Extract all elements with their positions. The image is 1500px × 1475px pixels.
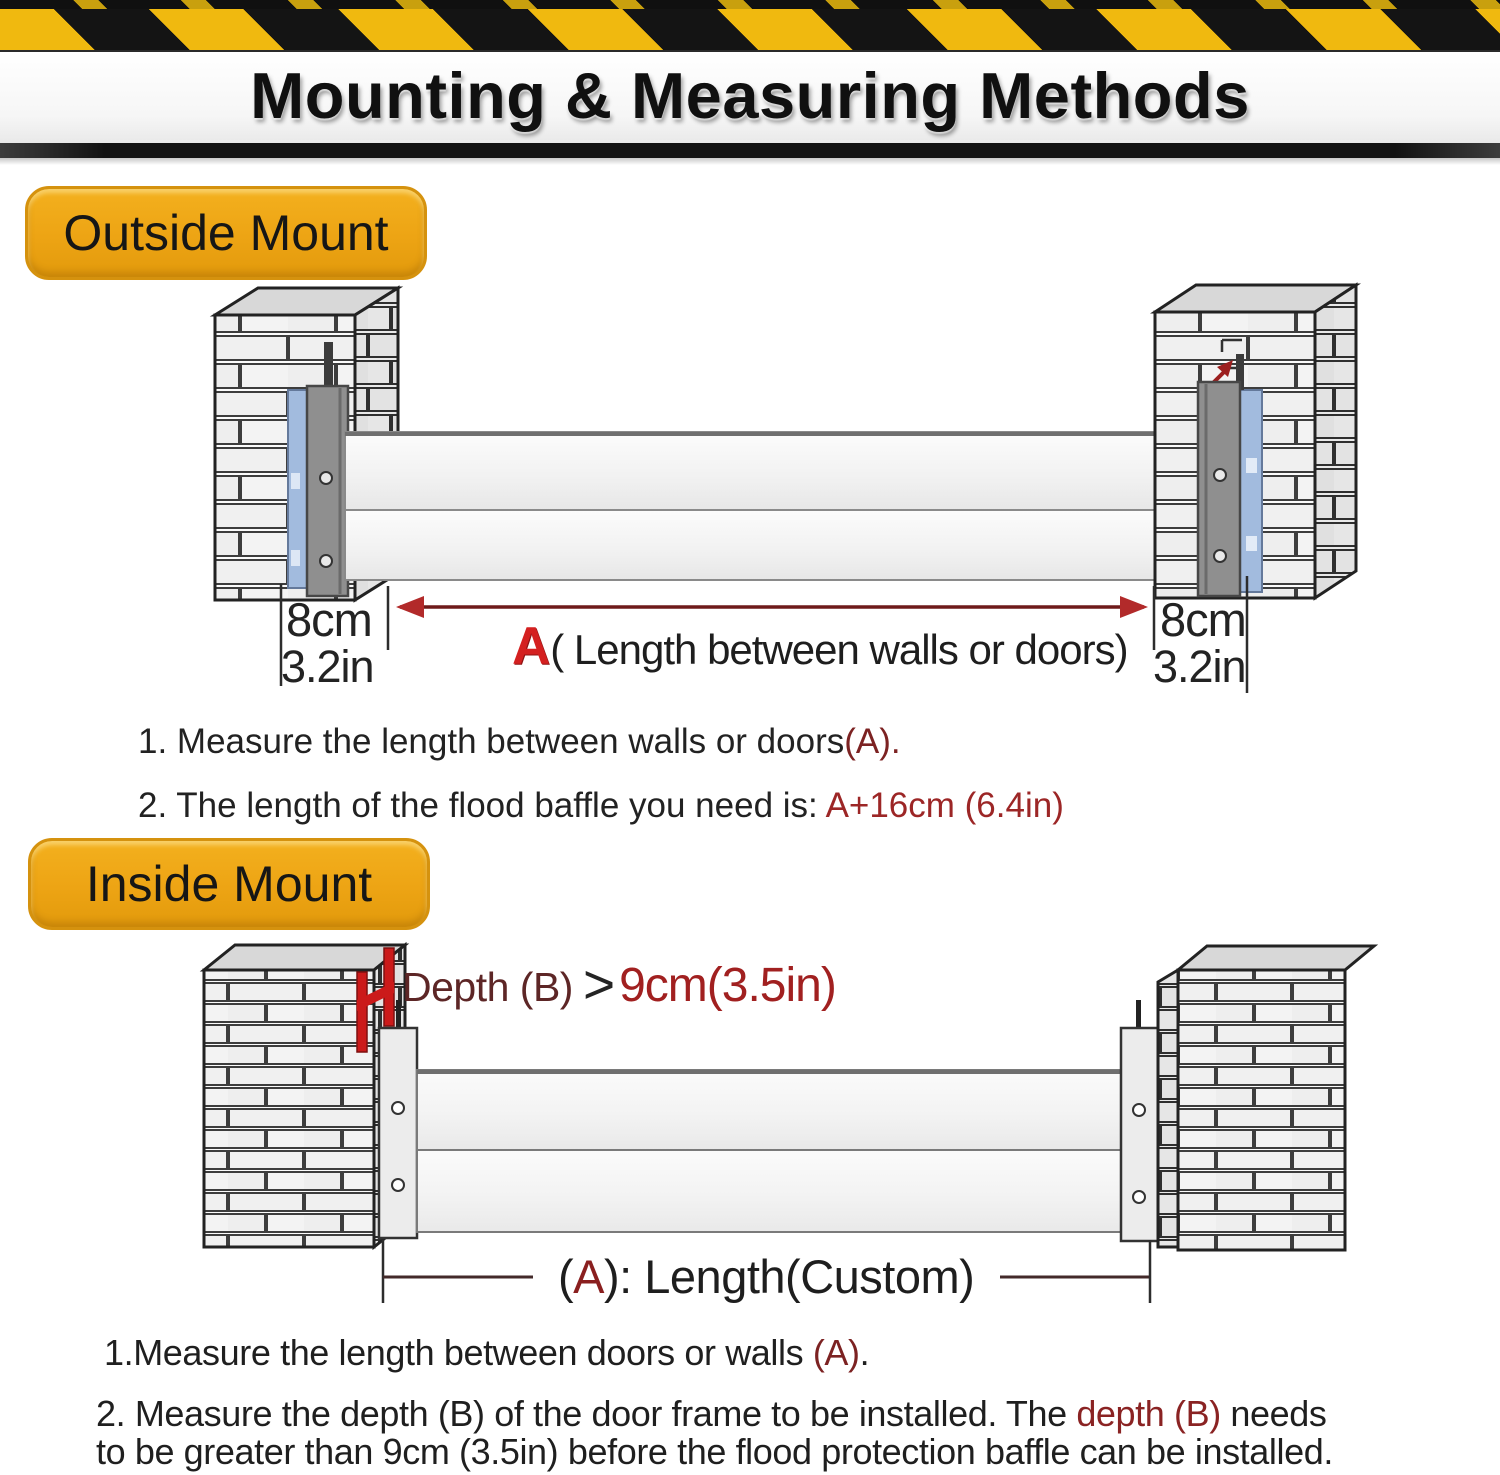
length-a-letter: A [512,617,551,676]
right-mounting-bracket [1198,382,1240,596]
inside-mount-badge-label: Inside Mount [85,856,373,912]
inside-step-2: 2. Measure the depth (B) of the door frame to be installed. The depth (B) needs [96,1392,1327,1434]
dim-right-in: 3.2in [1153,641,1246,692]
hazard-tape-top-edge [0,0,1500,9]
flood-barrier-panels-inside [417,1070,1121,1232]
outside-instructions [138,716,1338,832]
length-a-caption [512,616,1128,677]
greater-than-sign: > [582,953,616,1015]
inside-step-1-highlight: (A) [812,1332,860,1373]
inside-instructions [96,1334,1500,1472]
length-a-caption-text: ( Length between walls or doors) [550,626,1128,673]
outside-step-2: 2. The length of the flood baffle you need is: A+16cm (6.4in) [138,785,1064,825]
banner-bottom-bar [0,143,1500,158]
outside-step-1-highlight: (A). [844,722,901,761]
arrow-head-left-icon [396,596,424,618]
left-mounting-plate-inside [379,1028,417,1238]
depth-b-caption [402,950,836,1014]
right-seal-strip [1240,390,1262,592]
left-pin-inside [396,1000,401,1028]
left-seal-strip [288,390,307,588]
dim-right-cm: 8cm [1160,593,1246,646]
banner-shadow [0,158,1500,165]
length-custom-caption: (A): Length(Custom) [558,1250,975,1303]
depth-b-label: Depth (B) [402,964,573,1010]
right-brick-pillar-inside [1158,946,1374,1250]
inside-step-2-continued: to be greater than 9cm (3.5in) before the flood protection baffle can be installed. [96,1431,1333,1473]
arrow-head-right-icon [1120,596,1148,618]
page-title: Mounting & Measuring Methods [250,59,1250,132]
dim-left-cm: 8cm [286,593,372,646]
dim-left-in: 3.2in [281,641,374,692]
right-pin-inside [1136,1000,1141,1028]
outside-step-1: 1. Measure the length between walls or doors(A). [138,722,901,761]
left-brick-pillar-inside [204,945,405,1247]
right-mounting-plate-inside [1121,1028,1158,1241]
flood-barrier-panels-outside [345,432,1218,580]
outside-mount-badge-label: Outside Mount [63,205,389,261]
inside-mount-badge [28,838,430,930]
hazard-tape-band [0,9,1500,52]
outside-step-2-highlight: A+16cm (6.4in) [825,785,1064,825]
left-anchor-pin [324,342,333,390]
outside-mount-badge [25,186,427,280]
inside-step-2-highlight: depth (B) [1076,1392,1221,1434]
inside-step-1: 1.Measure the length between doors or walls (A). [104,1332,870,1373]
depth-b-value: 9cm(3.5in) [619,959,836,1012]
length-custom-a-letter: A [573,1250,605,1303]
left-mounting-bracket [307,386,348,596]
